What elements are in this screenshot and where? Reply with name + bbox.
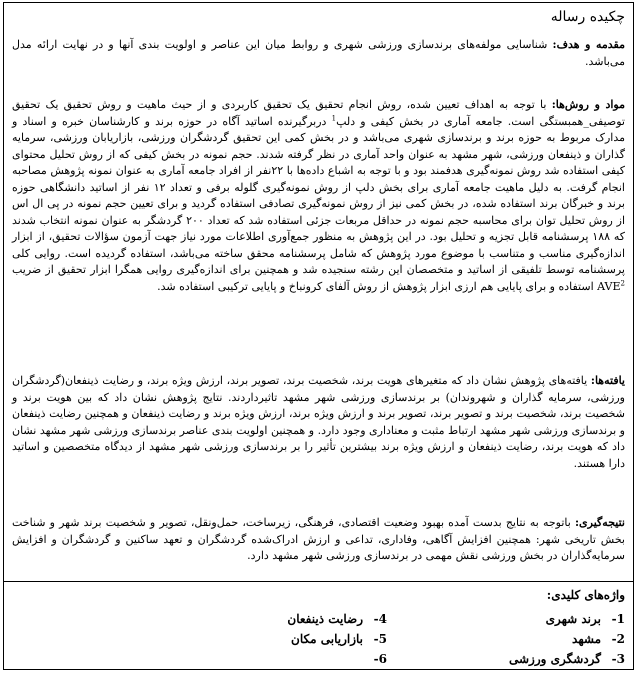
- keywords-title: واژه‌های کلیدی:: [546, 588, 625, 602]
- ave-label: AVE: [597, 279, 621, 293]
- methods-text-c: استفاده و برای پایایی هم ارزی ابزار پژوهش از روش آلفای کرونباخ و پایایی ترکیبی استفاده شد.: [157, 279, 598, 293]
- ave-term: [597, 280, 625, 293]
- ave-footnote-marker: 2: [620, 278, 625, 287]
- findings-paragraph: [12, 373, 625, 472]
- keyword-item: 6-: [373, 652, 387, 666]
- methods-text-b: دربرگیرنده اساتید آگاه در حوزه برند و کارشناسان خبره و اسناد و مدارک مربوط به حوزه برند و برندسازی شهری می‌باشد و در بخش کمی این تحقیق گردشگران ورزشی، بازاریابان ورزشی، سرمایه گذاران و ذینفعان ورزشی، شهر مشهد به عنوان واحد آماری در نظر گرفته شدند. حجم نمونه در بخش کیفی که از روش تحلیل محتوای کیفی استفاده شد روش نمونه‌گیری هدفمند بود و با توجه به اشباع داده‌ها با ۲۲نفر از افراد جامعه آماری به عنوان نمونه پژوهش مصاحبه انجام گرفت. به دلیل ماهیت جامعه آماری برای بخش دلپ از روش نمونه‌گیری گلوله برفی و تعداد ۱۲ نفر از اساتید دانشگاهی حوزه برند و خبرگان برند استفاده شده، در بخش کمی نیز از روش نمونه‌گیری تصادفی استفاده گردید و برای تعیین حجم نمونه در پی ال اس از روش تحلیل توان برای محاسبه حجم نمونه در حداقل مربعات جزئی استفاده شد که تعداد ۲۰۰ گردشگر به عنوان نمونه انتخاب شدند که ۱۸۸ پرسشنامه قابل تجزیه و تحلیل بود. در این پژوهش به منظور جمع‌آوری اطلاعات مورد نیاز جهت آزمون سؤالات تحقیق، از ابزار اندازه‌گیری مناسب و متناسب با موضوع مورد پژوهش که شامل پرسشنامه محقق ساخته می‌باشد، استفاده گردیده است. روایی کلی پرسشنامه توسط تلفیقی از اساتید و متخصصان این رشته سنجیده شد و همچنین برای اندازه‌گیری روایی همگرا ابزار تحقیق از ضریب: [12, 114, 625, 276]
- abstract-page: [3, 2, 634, 670]
- keyword-item: 5-بازاریابی مکان: [291, 632, 387, 646]
- keywords-section: [4, 581, 633, 671]
- keyword-item: 3-گردشگری ورزشی: [509, 652, 625, 666]
- page-title: چکیده رساله: [550, 9, 625, 25]
- findings-text: یافته‌های پژوهش نشان داد که متغیرهای هویت برند، شخصیت برند، تصویر برند، ارزش ویژه برند، و رضایت ذینفعان(گردشگران ورزشی، سرمایه گذاران و شهروندان) بر برندسازی ورزشی شهر مشهد تاثیرداردند. نتایج پژوهش نشان داد که بین هویت برند و شخصیت برند، شخصیت برند و تصویر برند، تصویر برند و ارزش ویژه برند، ارزش ویژه برند و رضایت ذینفعان و همچنین رضایت ذینفعان و برندسازی ورزشی شهر مشهد ارتباط مثبت و معناداری وجود دارد. و همچنین اولویت بندی عناصر برندسازی ورزشی شهر مشهد نشان داد که هویت برند، رضایت ذینفعان و ارزش ویژه برند بیشترین تأثیر را بر برندسازی ورزشی شهر مشهد از دیدگاه متخصصین و اساتید دارا هستند.: [12, 374, 625, 470]
- methods-paragraph: [12, 97, 625, 295]
- keyword-item: 4-رضایت ذینفعان: [287, 612, 387, 626]
- keyword-item: 2-مشهد: [572, 632, 625, 646]
- methods-text-a: با توجه به اهداف تعیین شده، روش انجام تحقیق یک تحقیق کاربردی و از حیث ماهیت و روش تحقیق یک تحقیق توصیفی_همبستگی است. جامعه آماری در بخش کیفی و دلپ: [12, 98, 625, 128]
- conclusion-label: نتیجه‌گیری:: [575, 516, 625, 529]
- conclusion-paragraph: [12, 515, 625, 565]
- findings-label: یافته‌ها:: [590, 374, 625, 387]
- intro-label: مقدمه و هدف:: [552, 38, 625, 51]
- methods-footnote-marker: 1: [331, 113, 337, 122]
- methods-label: مواد و روش‌ها:: [551, 98, 625, 111]
- conclusion-text: باتوجه به نتایج بدست آمده بهبود وضعیت اقتصادی، فرهنگی، زیرساخت، حمل‌ونقل، تصویر و شخصیت برند شهر و شناخت بخش تاریخی شهر: همچنین افزایش آگاهی، وفاداری، تداعی و ارزش ادراک‌شده گردشگران و تعهد ساکنین و گردشگران و افزایش سرمایه‌گذاران در بخش ورزشی نقش مهمی در برندسازی ورزشی شهر مشهد دارد.: [12, 516, 625, 562]
- intro-paragraph: [12, 37, 625, 70]
- keyword-item: 1-برند شهری: [545, 612, 625, 626]
- intro-text: شناسایی مولفه‌های برندسازی ورزشی شهری و روابط میان این عناصر و اولویت بندی آنها و در نهایت ارائه مدل می‌باشد.: [12, 38, 625, 68]
